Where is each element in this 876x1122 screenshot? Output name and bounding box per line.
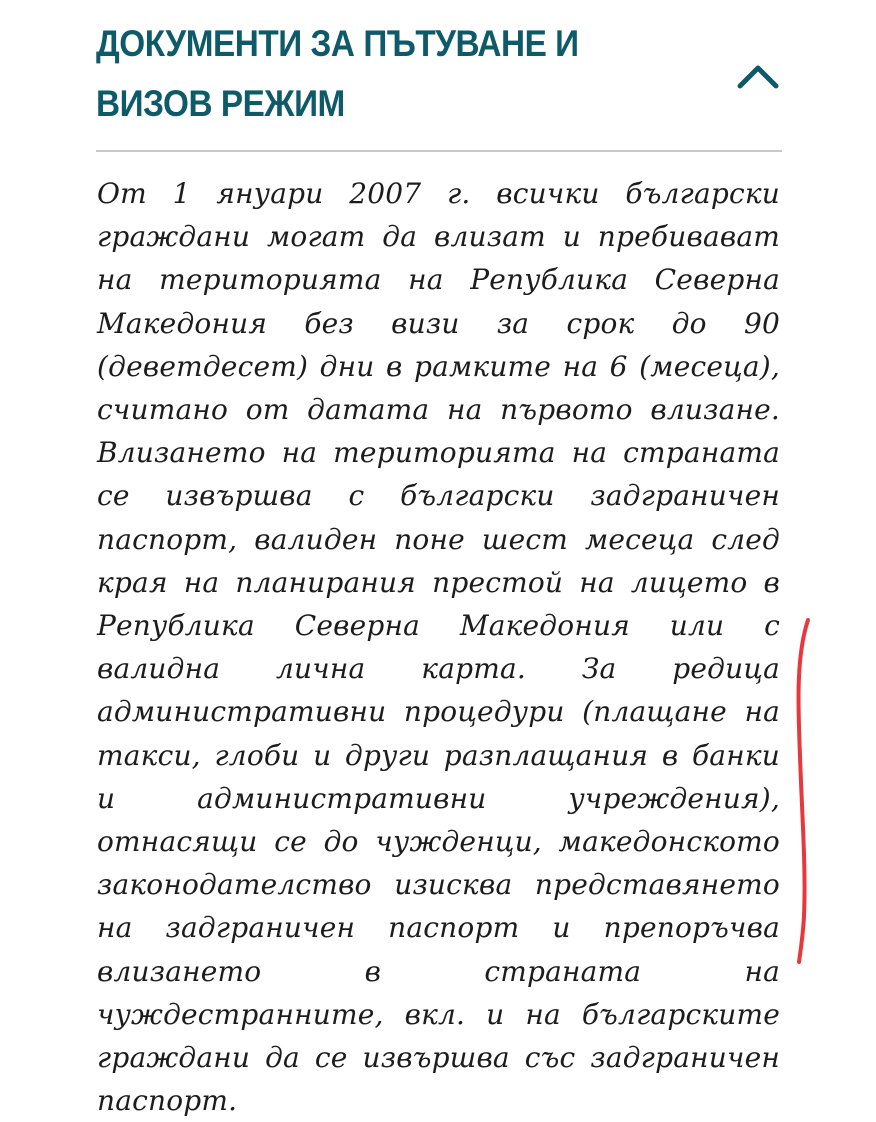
header-divider xyxy=(96,150,782,152)
section-body-text: От 1 януари 2007 г. всички български граждани могат да влизат и пребивават на територията на Република Северна Македония без визи за срок до 90 (деветдесет) дни в рамките на 6 (месеца), считано от датата на първото влизане. Влизането на територията на страната се извършва с български задграничен паспорт, валиден поне шест месеца след края на планирания престой на лицето в Република Северна Македония или с валидна лична карта. За редица административни процедури (плащане на такси, глоби и други разплащания в банки и административни учреждения), отнасящи се до чужденци, македонското законодателство изисква представянето на задграничен паспорт и препоръчва влизането в страната на чуждестранните, вкл. и на българските граждани да се извършва със задграничен паспорт. xyxy=(97,177,780,1118)
red-annotation-mark xyxy=(790,616,830,966)
section-title: ДОКУМЕНТИ ЗА ПЪТУВАНЕ И ВИЗОВ РЕЖИМ xyxy=(96,23,579,124)
accordion-header[interactable] xyxy=(96,14,786,144)
chevron-up-icon[interactable] xyxy=(734,58,782,94)
